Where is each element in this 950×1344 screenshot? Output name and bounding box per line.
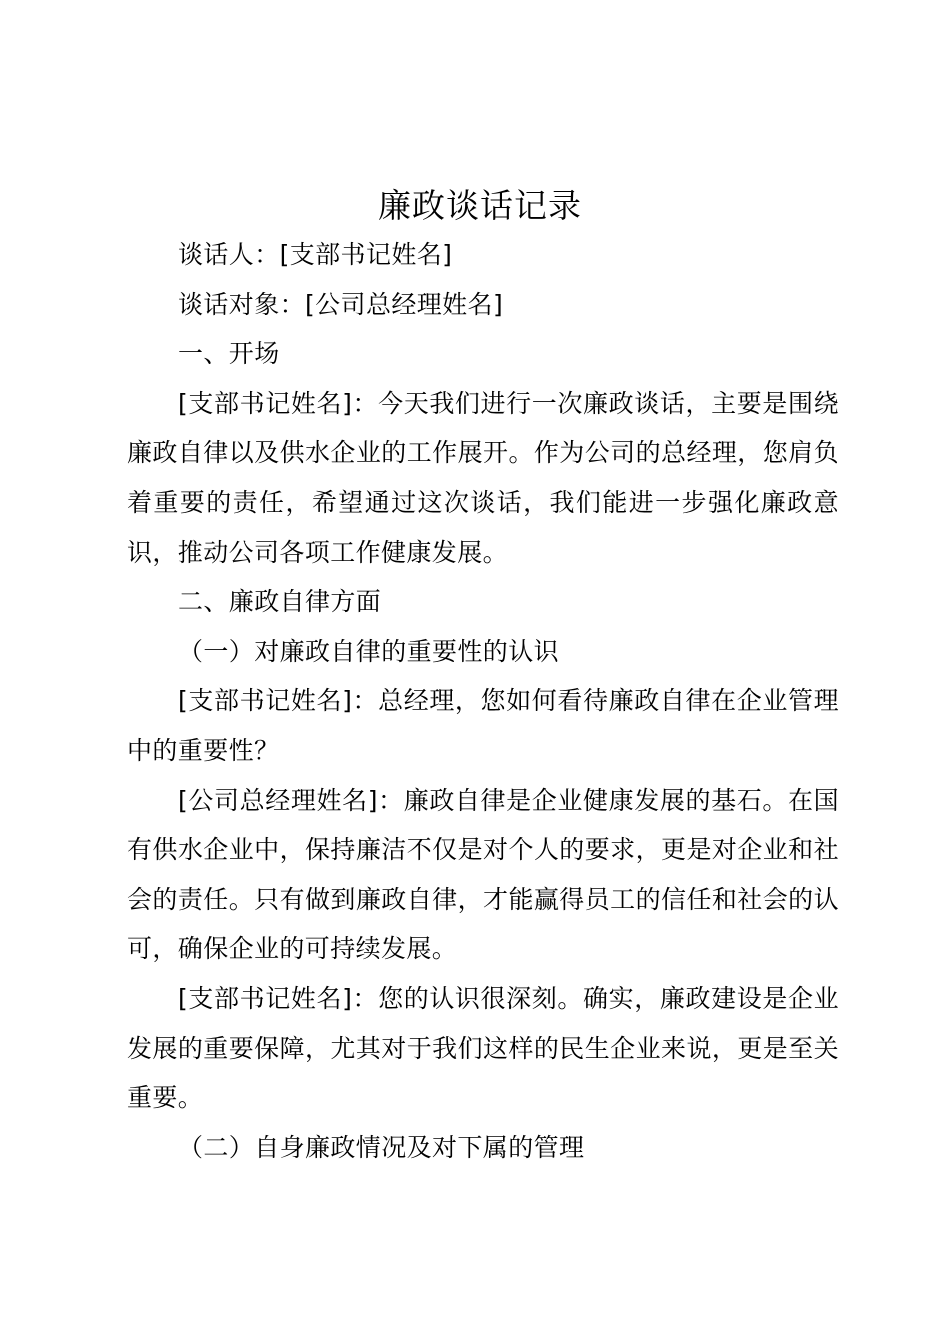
section-heading-integrity: 二、廉政自律方面 bbox=[178, 587, 382, 617]
speaker-line: 谈话人：[支部书记姓名] bbox=[178, 240, 453, 269]
document-title: 廉政谈话记录 bbox=[378, 186, 582, 225]
subject-line: 谈话对象：[公司总经理姓名] bbox=[178, 289, 504, 319]
subsection-heading: （一）对廉政自律的重要性的认识 bbox=[178, 636, 560, 666]
section-heading-opening: 一、开场 bbox=[178, 339, 280, 369]
dialogue-paragraph: [公司总经理姓名]：廉政自律是企业健康发展的基石。在国有供水企业中，保持廉洁不仅是对个人的要求，更是对企业和社会的责任。只有做到廉政自律，才能赢得员工的信任和社会的认可，确保企业的可持续发展。 bbox=[127, 785, 839, 964]
dialogue-paragraph: [支部书记姓名]：您的认识很深刻。确实，廉政建设是企业发展的重要保障，尤其对于我们这样的民生企业来说，更是至关重要。 bbox=[127, 983, 839, 1113]
dialogue-paragraph: [支部书记姓名]：总经理，您如何看待廉政自律在企业管理中的重要性？ bbox=[127, 686, 839, 765]
subsection-heading: （二）自身廉政情况及对下属的管理 bbox=[178, 1132, 585, 1162]
dialogue-paragraph: [支部书记姓名]：今天我们进行一次廉政谈话，主要是围绕廉政自律以及供水企业的工作展开。作为公司的总经理，您肩负着重要的责任，希望通过这次谈话，我们能进一步强化廉政意识，推动公司各项工作健康发展。 bbox=[127, 388, 839, 567]
document-body bbox=[127, 230, 839, 1172]
